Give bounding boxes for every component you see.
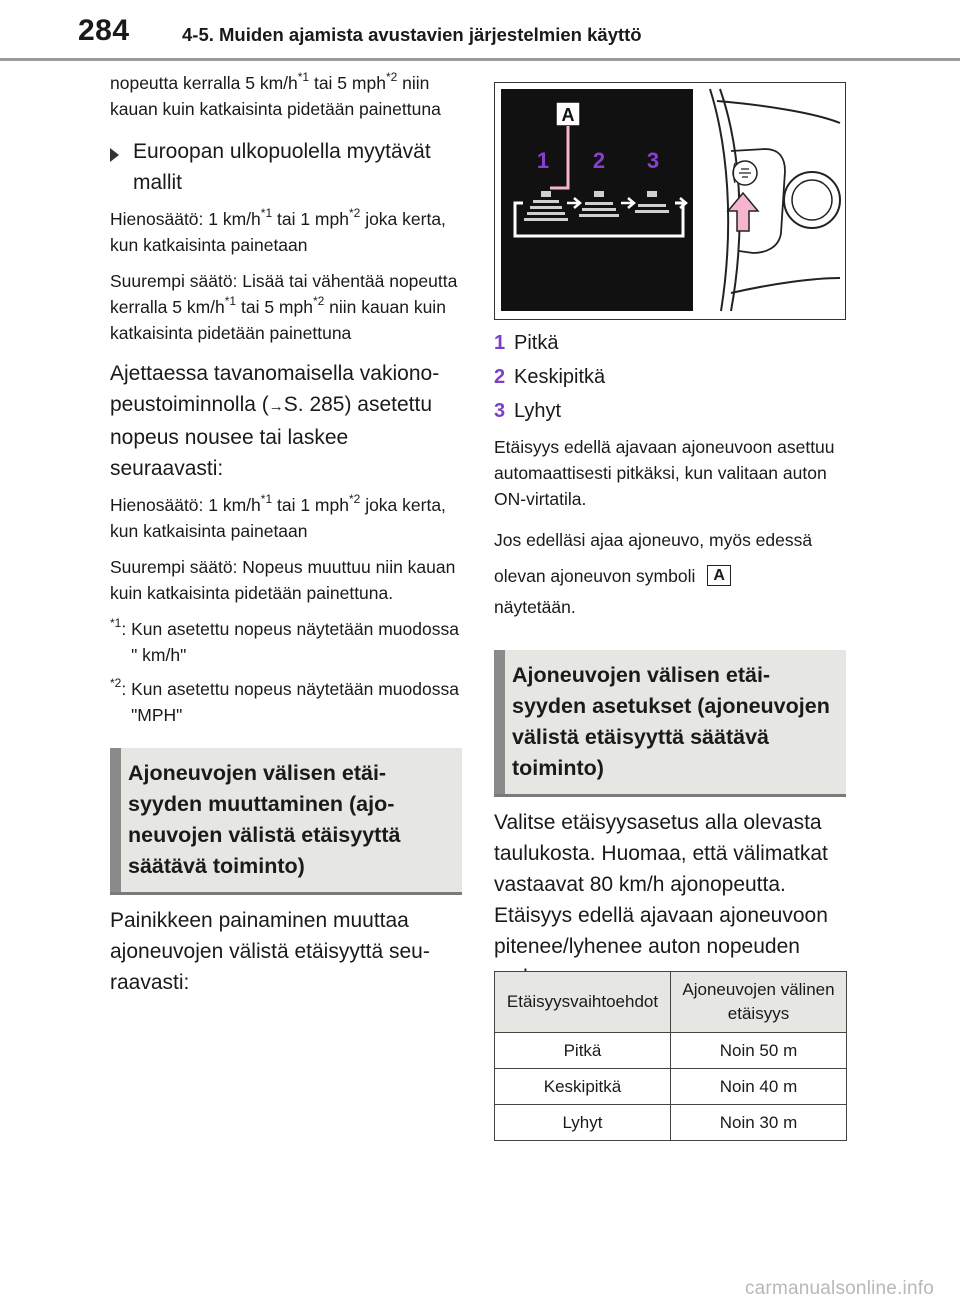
triangle-bullet-icon (110, 148, 119, 162)
text: niin kauan kuin katkaisinta pidetään painettuna (110, 297, 446, 343)
table-row (495, 1033, 847, 1069)
section-heading-text: Ajoneuvojen välisen etäisyyden asetukset (ajoneuvojen välistä etäisyyttä säätävä toiminto) (512, 663, 830, 780)
footnote-ref: *2 (385, 70, 398, 85)
footnote-ref: *1 (224, 294, 237, 309)
footnote-2: $^{*2}$: Kun asetettu nopeus näytetään muodossa "MPH" (110, 676, 462, 728)
paragraph-vehicle-symbol (494, 522, 846, 620)
footnote-ref: *2 (312, 294, 325, 309)
left-column (110, 70, 462, 998)
page-number: 284 (78, 14, 130, 47)
paragraph-conventional-cruise (110, 358, 462, 484)
label-a: A (561, 105, 575, 125)
display-panel (501, 89, 693, 311)
list-number: 2 (494, 366, 506, 388)
illustration-svg (495, 83, 844, 318)
list-item (494, 326, 846, 360)
right-column (494, 326, 846, 993)
text: tai 1 mph (272, 495, 349, 515)
text: tai 1 mph (272, 209, 349, 229)
list-number: 1 (494, 332, 506, 354)
list-label: Lyhyt (514, 400, 562, 422)
paragraph-fine-adjust (110, 206, 462, 258)
footnote-ref: *1 (260, 492, 273, 507)
text: Ajettaessa tavanomaisella vakionopeustoiminnolla ( (110, 362, 440, 416)
label-a-inline: A (707, 565, 731, 586)
footnote-ref: *1 (260, 206, 273, 221)
distance-switch-illustration (494, 82, 846, 320)
bullet-heading (110, 136, 462, 198)
steering-wheel-edge (710, 89, 728, 311)
table-cell: Lyhyt (495, 1105, 671, 1141)
text: nopeutta kerralla 5 km/h (110, 73, 298, 93)
table-row (495, 1105, 847, 1141)
table-header-cell: Ajoneuvojen välinen etäisyys (671, 972, 847, 1033)
footnote-text: Kun asetettu nopeus näytetään muodossa " km/h" (131, 619, 459, 665)
text: tai 5 mph (236, 297, 313, 317)
section-heading-change-distance (110, 748, 462, 895)
text: näytetään. (494, 597, 576, 617)
bullet-heading-text: Euroopan ulkopuolella myytävät mallit (133, 140, 431, 194)
footnote-1: $^{*1}$: Kun asetettu nopeus näytetään muodossa " km/h" (110, 616, 462, 668)
figure-number-2: 2 (592, 148, 606, 173)
page-ref-arrow-icon: → (268, 398, 284, 415)
paragraph-default-distance: Etäisyys edellä ajavaan ajoneuvoon asettuu automaattisesti pitkäksi, kun valitaan auton ON-virtatila. (494, 437, 835, 509)
text: joka kerta, kun katkaisinta painetaan (110, 209, 446, 255)
figure-number-1: 1 (536, 148, 550, 173)
table-cell: Pitkä (495, 1033, 671, 1069)
watermark: carmanualsonline.info (744, 1278, 934, 1299)
text: Suurempi säätö: Lisää tai vähentää nopeutta kerralla 5 km/h (110, 271, 458, 317)
section-heading-text: Ajoneuvojen välisen etäisyyden muuttaminen (ajoneuvojen välistä etäisyyttä säätävä toiminto) (128, 761, 401, 878)
list-number: 3 (494, 400, 506, 422)
spoke-outline (731, 278, 840, 293)
distance-list (494, 326, 846, 428)
table-header-row (495, 972, 847, 1033)
list-label: Pitkä (514, 332, 559, 354)
paragraph-coarse-adjust-2: Suurempi säätö: Nopeus muuttuu niin kauan kuin katkaisinta pidetään painettuna. (110, 557, 456, 603)
footnote-mark: *1 (110, 616, 122, 631)
list-label: Keskipitkä (514, 366, 606, 388)
control-pad-center (792, 180, 832, 220)
text: joka kerta, kun katkaisinta painetaan (110, 495, 446, 541)
figure-number-3: 3 (646, 148, 660, 173)
footnote-ref: *2 (348, 492, 361, 507)
paragraph-coarse-adjust (110, 268, 462, 346)
footnote-text: Kun asetettu nopeus näytetään muodossa "MPH" (131, 679, 459, 725)
table-row (495, 1069, 847, 1105)
paragraph-fine-adjust-2 (110, 492, 462, 544)
spoke-outline (717, 101, 840, 123)
table-cell: Noin 40 m (671, 1069, 847, 1105)
footnote-ref: *1 (297, 70, 310, 85)
table-header-cell: Etäisyysvaihtoehdot (495, 972, 671, 1033)
list-item (494, 394, 846, 428)
table-cell: Noin 50 m (671, 1033, 847, 1069)
section-heading-distance-settings (494, 650, 846, 797)
footnote-ref: *2 (348, 206, 361, 221)
paragraph-adjust-continued (110, 70, 462, 122)
table-cell: Noin 30 m (671, 1105, 847, 1141)
paragraph-select-setting: Valitse etäisyysasetus alla olevasta taulukosta. Huomaa, että välimatkat vastaavat 80 km/h ajonopeutta. Etäisyys edellä ajavaan ajoneuvoon pitenee/lyhenee auton nopeuden (494, 811, 828, 958)
text: Jos edelläsi ajaa ajoneuvo, myös edessä olevan ajoneuvon symboli (494, 530, 813, 586)
text: tai 5 mph (309, 73, 386, 93)
text: niin kauan kuin katkaisinta pidetään painettuna (110, 73, 441, 119)
distance-table (494, 971, 847, 1141)
section-title: 4-5. Muiden ajamista avustavien järjestelmien käyttö (182, 24, 642, 45)
text: Hienosäätö: 1 km/h (110, 209, 261, 229)
text: S. 285) asetettu nopeus nousee tai laskee seuraavasti: (110, 393, 433, 480)
table-cell: Keskipitkä (495, 1069, 671, 1105)
paragraph-button-press: Painikkeen painaminen muuttaa ajoneuvojen välistä etäisyyttä seuraavasti: (110, 909, 430, 994)
press-arrow-icon (728, 193, 758, 231)
list-item (494, 360, 846, 394)
footnote-mark: *2 (110, 676, 122, 691)
header-rule (0, 58, 960, 61)
text: Hienosäätö: 1 km/h (110, 495, 261, 515)
